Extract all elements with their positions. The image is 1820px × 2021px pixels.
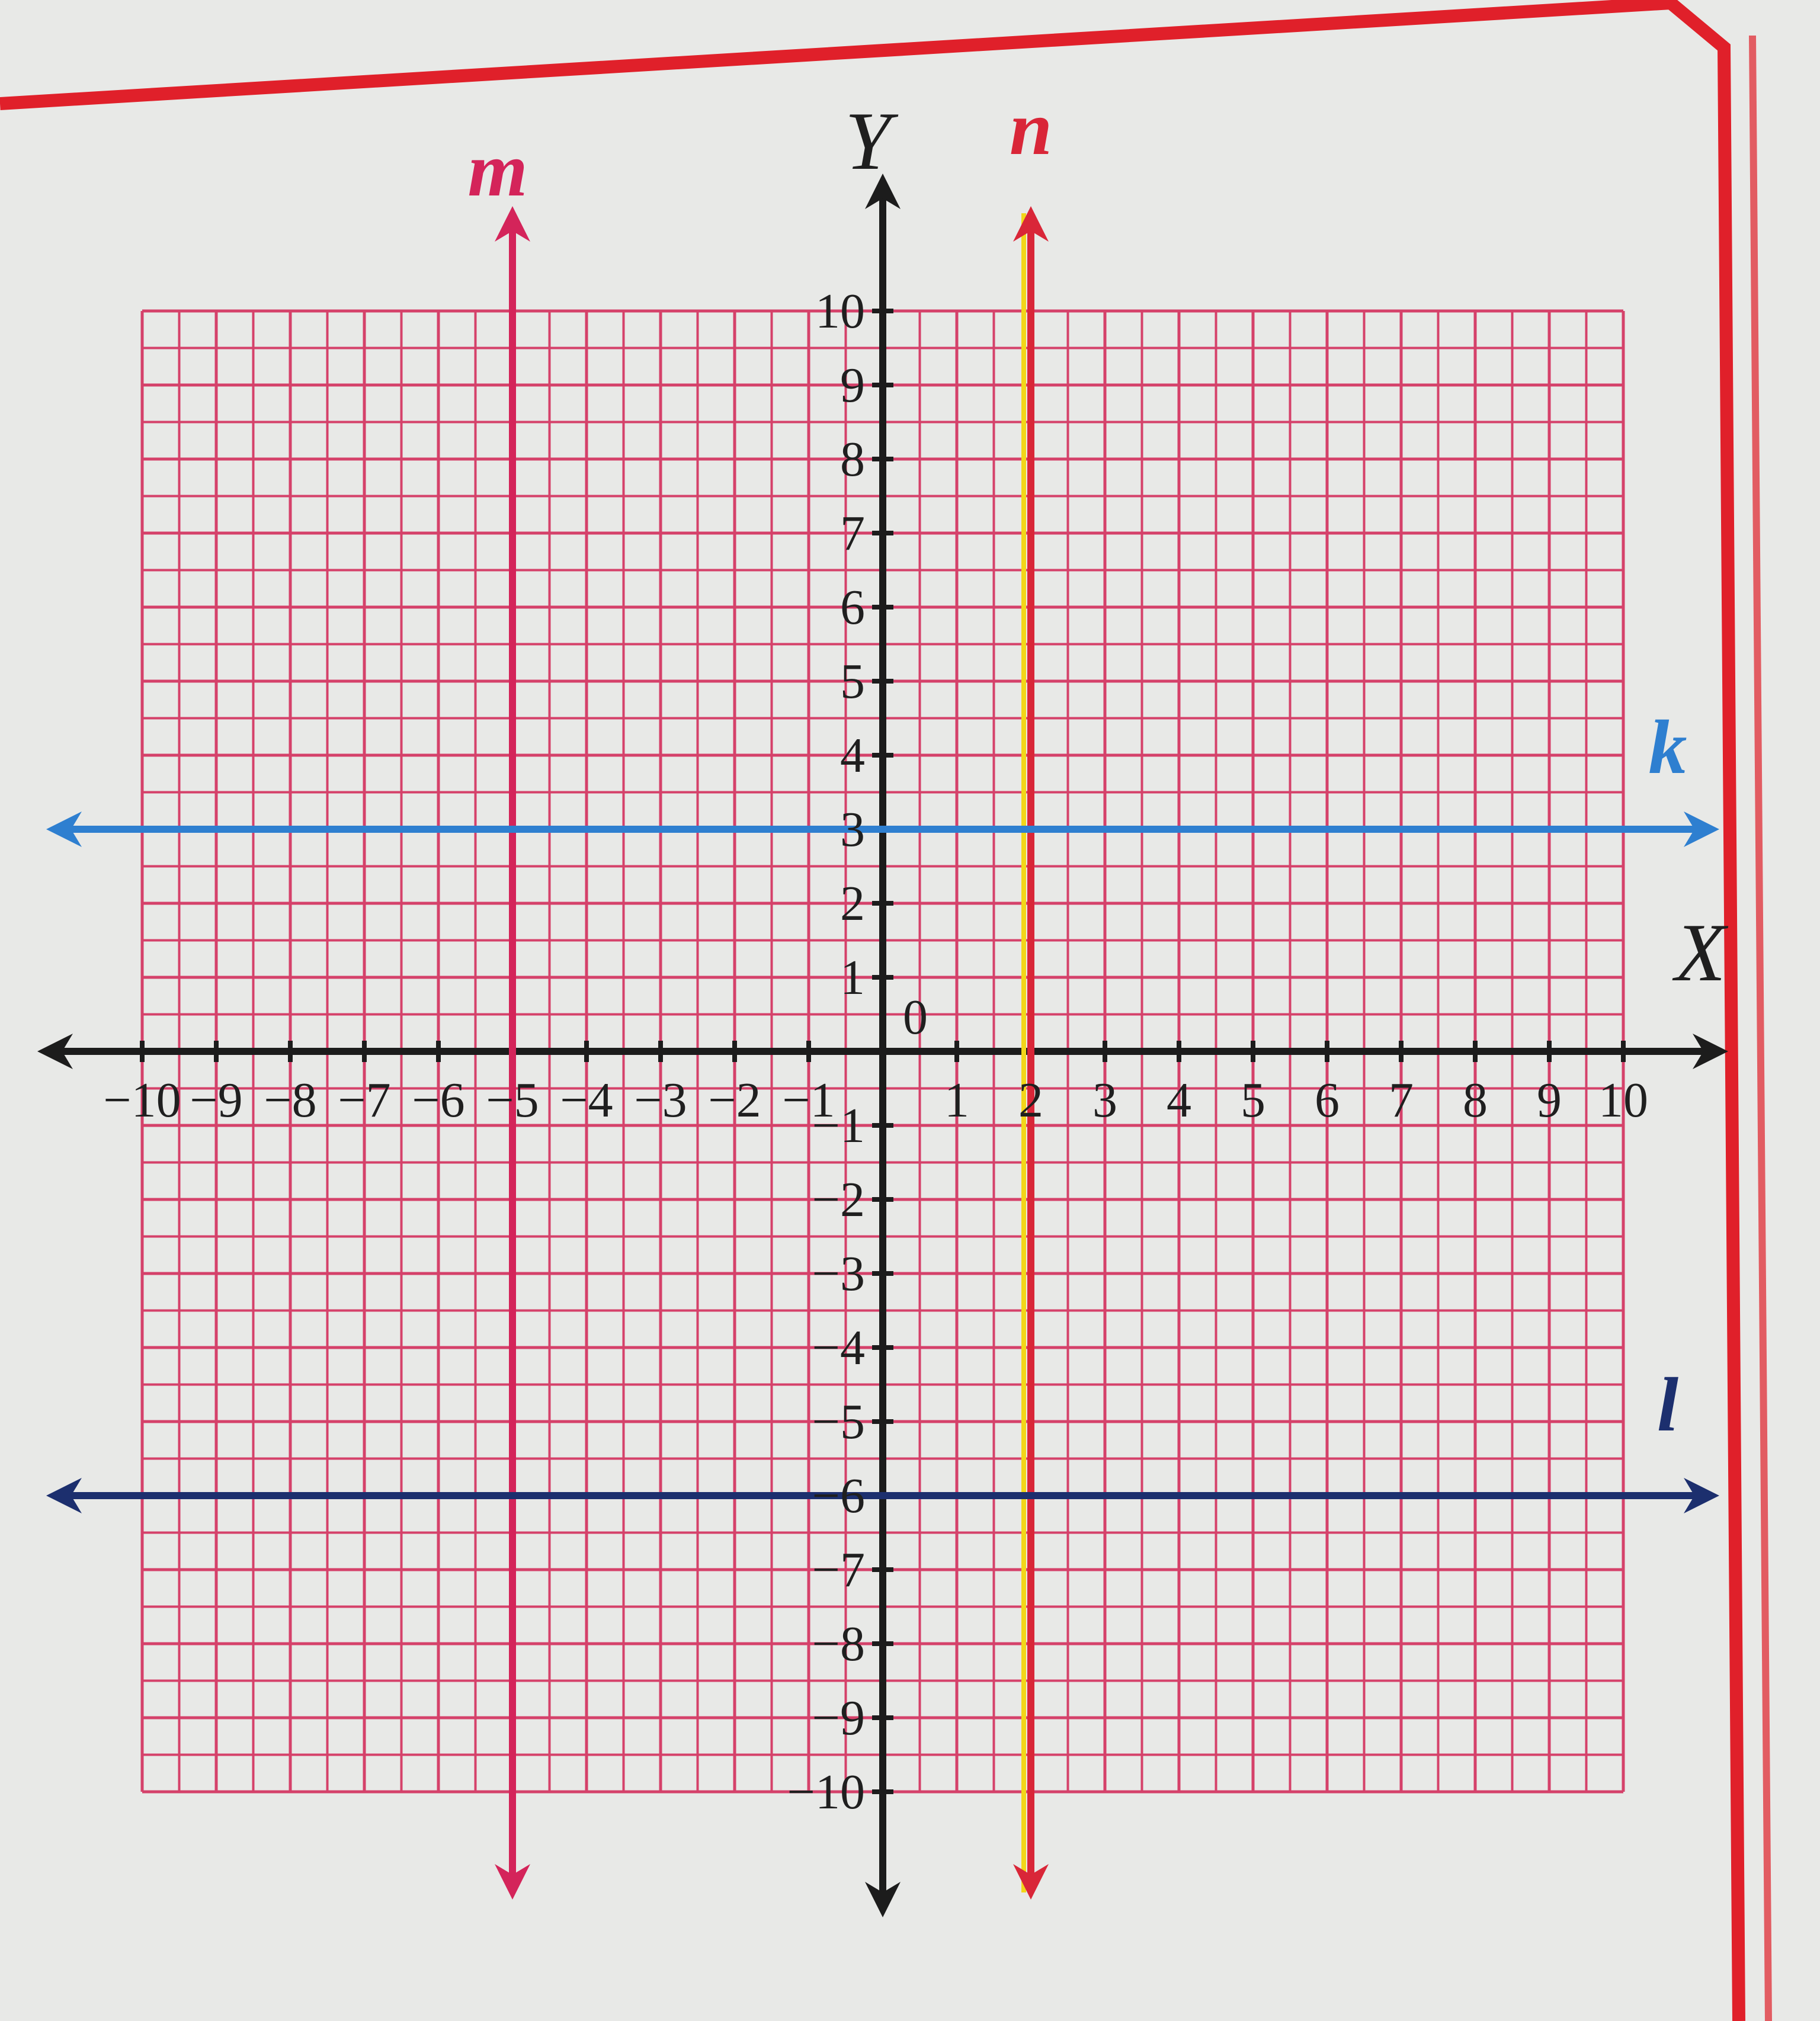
y-tick-label: −7 (812, 1542, 865, 1597)
y-tick-label: 7 (840, 506, 865, 561)
y-tick-label: 1 (840, 950, 865, 1005)
y-tick-label: −2 (812, 1172, 865, 1227)
x-tick-label: 6 (1315, 1073, 1340, 1128)
x-tick-label: 10 (1598, 1073, 1648, 1128)
x-tick-label: 7 (1389, 1073, 1414, 1128)
y-tick-label: 2 (840, 876, 865, 931)
y-tick-label: 10 (815, 284, 865, 339)
x-tick-label: −9 (190, 1073, 243, 1128)
y-tick-label: −10 (787, 1765, 865, 1820)
y-tick-label: −5 (812, 1394, 865, 1449)
x-tick-label: −8 (264, 1073, 317, 1128)
y-axis-label: Y (845, 95, 891, 187)
x-tick-label: −4 (560, 1073, 613, 1128)
y-tick-label: −4 (812, 1320, 865, 1375)
x-axis-label: X (1675, 907, 1726, 999)
labels (103, 86, 1729, 1820)
y-tick-label: −1 (812, 1098, 865, 1153)
x-tick-label: −6 (412, 1073, 465, 1128)
y-tick-label: 4 (840, 728, 865, 783)
y-tick-label: 9 (840, 358, 865, 413)
line-label-m: m (467, 127, 528, 213)
origin-label: 0 (903, 990, 928, 1045)
x-tick-label: 5 (1241, 1073, 1265, 1128)
y-tick-label: −8 (812, 1616, 865, 1672)
y-tick-label: 3 (840, 802, 865, 857)
x-tick-label: −3 (634, 1073, 687, 1128)
y-tick-label: −3 (812, 1246, 865, 1301)
x-tick-label: −10 (103, 1073, 181, 1128)
x-tick-label: 1 (944, 1073, 969, 1128)
x-tick-label: 9 (1537, 1073, 1562, 1128)
y-tick-label: 6 (840, 580, 865, 635)
x-tick-label: 2 (1018, 1073, 1043, 1128)
y-tick-label: −9 (812, 1690, 865, 1746)
y-tick-label: 5 (840, 654, 865, 709)
y-tick-label: −6 (812, 1468, 865, 1523)
axes (44, 181, 1721, 1910)
x-tick-label: 8 (1463, 1073, 1488, 1128)
x-tick-label: 4 (1167, 1073, 1191, 1128)
x-tick-label: −5 (486, 1073, 539, 1128)
y-tick-label: 8 (840, 432, 865, 487)
line-label-l: l (1656, 1362, 1679, 1448)
line-label-n: n (1009, 86, 1053, 171)
x-tick-label: −2 (708, 1073, 761, 1128)
x-tick-label: −1 (782, 1073, 835, 1128)
line-label-k: k (1648, 705, 1687, 790)
x-tick-label: −7 (338, 1073, 391, 1128)
x-tick-label: 3 (1092, 1073, 1117, 1128)
